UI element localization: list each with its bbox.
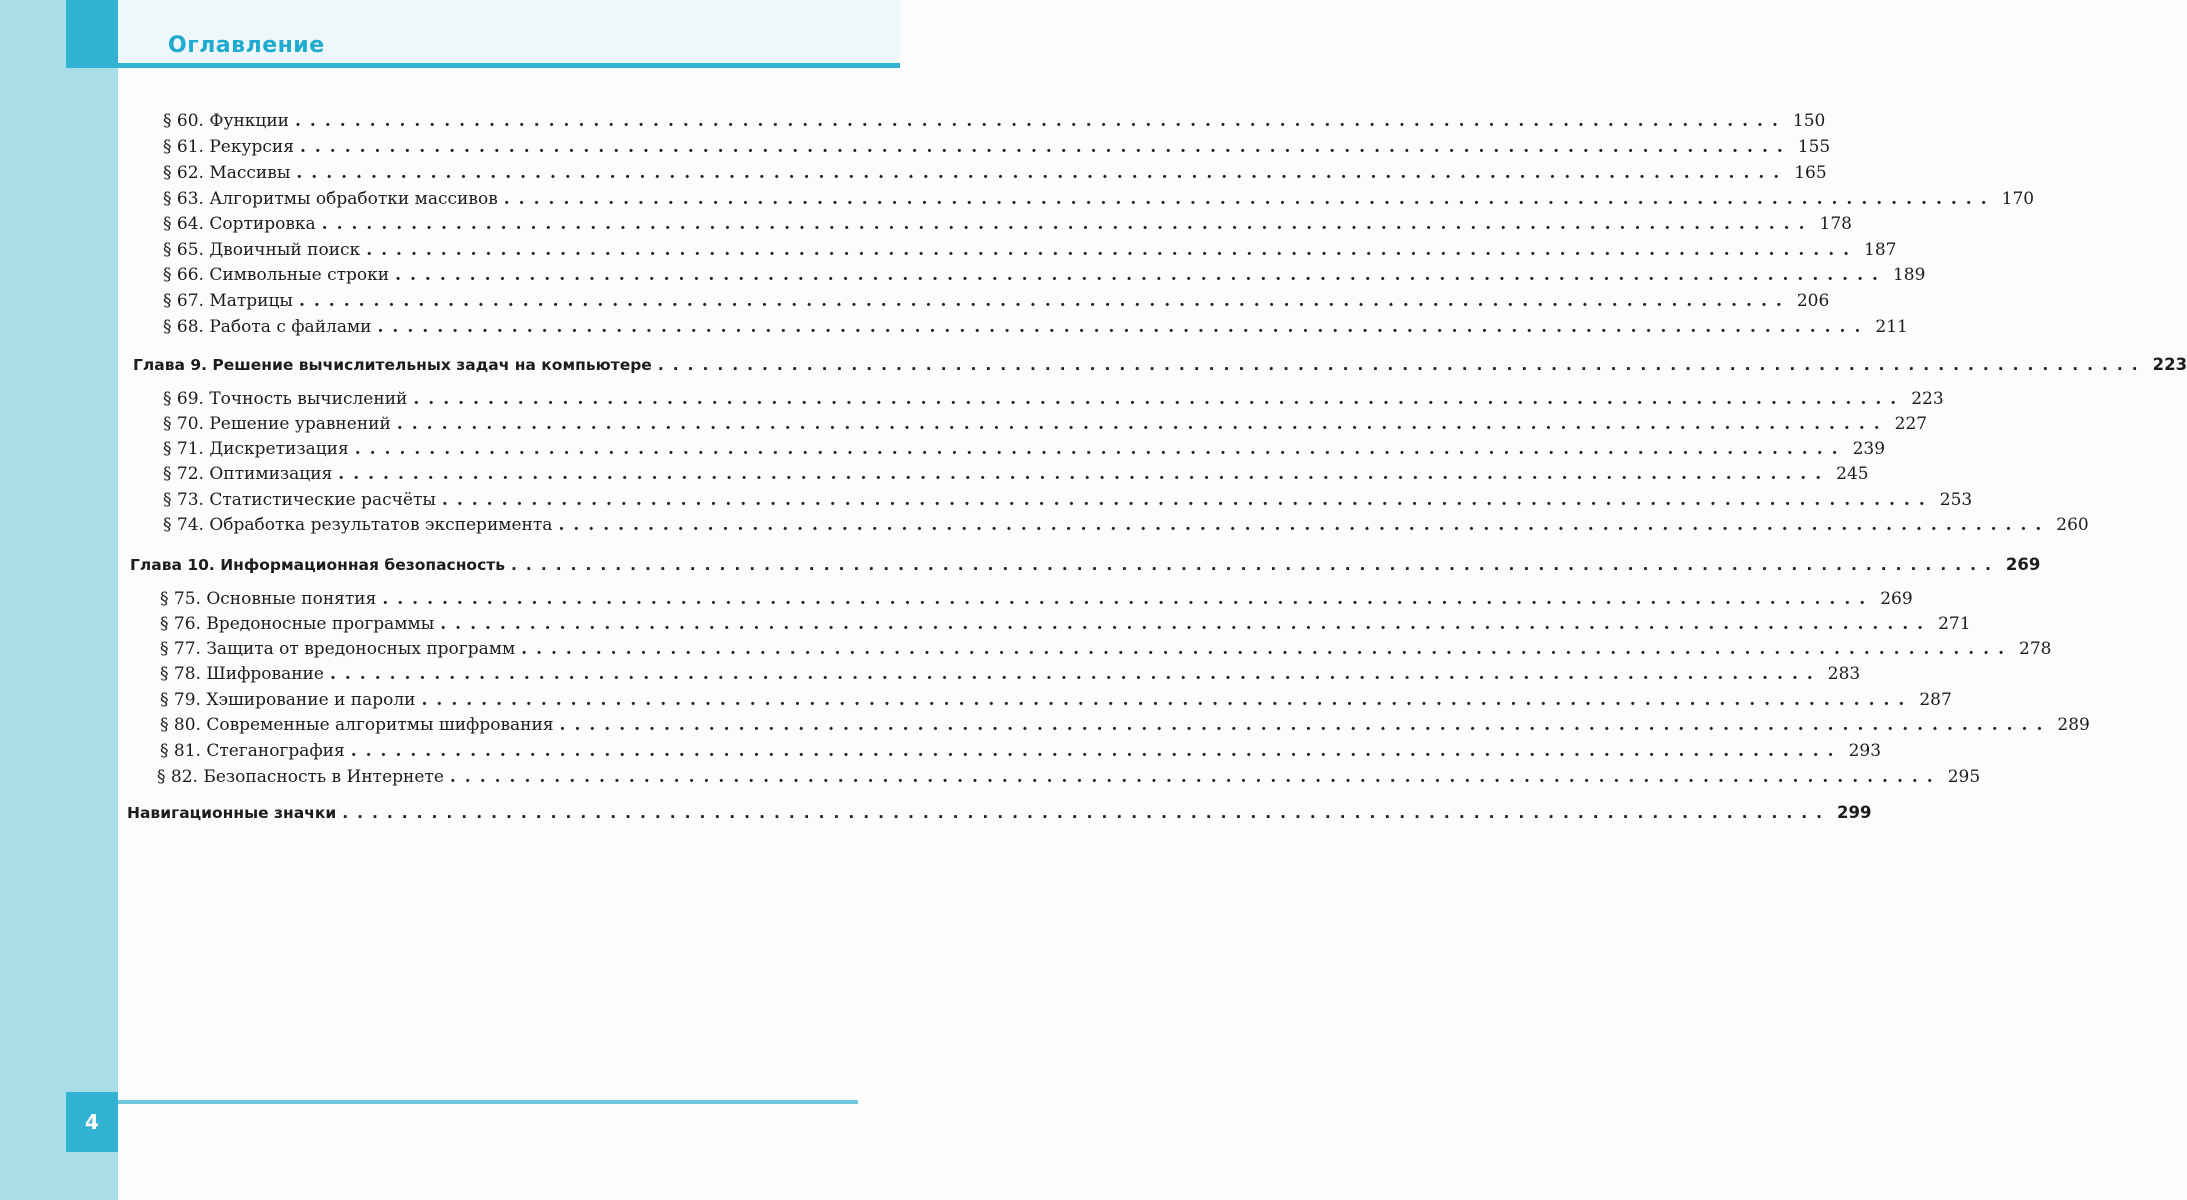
toc-entry-81[interactable] bbox=[160, 740, 1882, 762]
toc-entry-page: 260 bbox=[2056, 515, 2089, 535]
dot-leader: .................................................................................................... bbox=[657, 356, 2147, 374]
toc-entry-page: 278 bbox=[2019, 639, 2052, 659]
toc-entry-label: § 68. Работа с файлами bbox=[163, 317, 372, 337]
dot-leader: .................................................................................................... bbox=[298, 291, 1791, 311]
toc-entry-page: 178 bbox=[1819, 214, 1852, 234]
dot-leader: .................................................................................................... bbox=[295, 111, 1787, 131]
page-title: Оглавление bbox=[168, 33, 325, 58]
toc-entry-label: § 60. Функции bbox=[163, 111, 290, 131]
toc-entry-69[interactable] bbox=[163, 388, 1944, 410]
dot-leader: .................................................................................................... bbox=[382, 589, 1875, 609]
dot-leader: .................................................................................................... bbox=[296, 163, 1789, 183]
toc-chapter-label: Навигационные значки bbox=[127, 804, 337, 822]
toc-entry-label: § 82. Безопасность в Интернете bbox=[157, 767, 444, 787]
dot-leader: .................................................................................................... bbox=[440, 614, 1933, 634]
dot-leader: .................................................................................................... bbox=[413, 389, 1906, 409]
dot-leader: .................................................................................................... bbox=[321, 214, 1814, 234]
toc-entry-page: 170 bbox=[2001, 189, 2035, 209]
toc-entry-label: § 64. Сортировка bbox=[163, 214, 316, 234]
dot-leader: .................................................................................................... bbox=[342, 804, 1832, 822]
toc-entry-label: § 79. Хэширование и пароли bbox=[160, 690, 416, 710]
toc-entry-label: § 65. Двоичный поиск bbox=[163, 240, 361, 260]
toc-entry-page: 155 bbox=[1797, 137, 1831, 157]
toc-entry-page: 211 bbox=[1875, 317, 1908, 337]
toc-entry-63[interactable] bbox=[163, 188, 2035, 210]
toc-entry-label: § 72. Оптимизация bbox=[163, 464, 333, 484]
toc-entry-page: 227 bbox=[1894, 414, 1928, 434]
toc-entry-label: § 70. Решение уравнений bbox=[163, 414, 391, 434]
toc-entry-label: § 80. Современные алгоритмы шифрования bbox=[160, 715, 554, 735]
toc-entry-label: § 73. Статистические расчёты bbox=[163, 490, 436, 510]
toc-entry-page: 269 bbox=[1880, 589, 1913, 609]
dot-leader: .................................................................................................... bbox=[559, 715, 2052, 735]
footer-rule bbox=[118, 1100, 858, 1104]
toc-entry-page: 283 bbox=[1827, 664, 1861, 684]
toc-entry-page: 223 bbox=[1911, 389, 1944, 409]
toc-chapter-page: 223 bbox=[2152, 355, 2187, 374]
dot-leader: .................................................................................................... bbox=[338, 464, 1831, 484]
toc-entry-76[interactable] bbox=[160, 613, 1971, 635]
toc-entry-75[interactable] bbox=[160, 588, 1913, 610]
toc-navigation-icons[interactable] bbox=[127, 802, 1872, 824]
dot-leader: .................................................................................................... bbox=[299, 137, 1792, 157]
dot-leader: .................................................................................................... bbox=[421, 690, 1914, 710]
toc-entry-label: § 62. Массивы bbox=[163, 163, 291, 183]
toc-entry-66[interactable] bbox=[163, 264, 1926, 286]
toc-entry-64[interactable] bbox=[163, 213, 1852, 235]
toc-entry-page: 287 bbox=[1919, 690, 1952, 710]
dot-leader: .................................................................................................... bbox=[521, 639, 2014, 659]
dot-leader: .................................................................................................... bbox=[396, 414, 1889, 434]
toc-entry-73[interactable] bbox=[163, 489, 1973, 511]
toc-entry-78[interactable] bbox=[160, 663, 1861, 685]
toc-entry-page: 289 bbox=[2057, 715, 2090, 735]
toc-entry-label: § 66. Символьные строки bbox=[163, 265, 390, 285]
toc-entry-label: § 63. Алгоритмы обработки массивов bbox=[163, 189, 498, 209]
dot-leader: .................................................................................................... bbox=[350, 741, 1843, 761]
toc-entry-65[interactable] bbox=[163, 239, 1897, 261]
toc-entry-71[interactable] bbox=[163, 438, 1886, 460]
toc-entry-82[interactable] bbox=[157, 766, 1981, 788]
toc-entry-page: 187 bbox=[1864, 240, 1897, 260]
page-number: 4 bbox=[85, 1110, 99, 1134]
toc-entry-page: 150 bbox=[1792, 111, 1826, 131]
toc-entry-page: 239 bbox=[1852, 439, 1886, 459]
dot-leader: .................................................................................................... bbox=[558, 515, 2051, 535]
toc-chapter-label: Глава 9. Решение вычислительных задач на компьютере bbox=[133, 356, 652, 374]
dot-leader: .................................................................................................... bbox=[329, 664, 1822, 684]
toc-entry-label: § 76. Вредоносные программы bbox=[160, 614, 435, 634]
toc-entry-label: § 74. Обработка результатов эксперимента bbox=[163, 515, 553, 535]
toc-entry-68[interactable] bbox=[163, 316, 1908, 338]
toc-entry-page: 165 bbox=[1794, 163, 1827, 183]
toc-chapter-page: 299 bbox=[1837, 803, 1872, 822]
toc-entry-page: 189 bbox=[1892, 265, 1926, 285]
toc-entry-page: 206 bbox=[1796, 291, 1830, 311]
toc-entry-page: 295 bbox=[1947, 767, 1981, 787]
toc-entry-page: 271 bbox=[1938, 614, 1971, 634]
toc-entry-label: § 69. Точность вычислений bbox=[163, 389, 408, 409]
toc-entry-label: § 77. Защита от вредоносных программ bbox=[160, 639, 516, 659]
toc-entry-label: § 71. Дискретизация bbox=[163, 439, 349, 459]
dot-leader: .................................................................................................... bbox=[354, 439, 1847, 459]
toc-entry-label: § 75. Основные понятия bbox=[160, 589, 377, 609]
toc-entry-label: § 67. Матрицы bbox=[163, 291, 293, 311]
dot-leader: .................................................................................................... bbox=[377, 317, 1870, 337]
toc-entry-67[interactable] bbox=[163, 290, 1830, 312]
toc-entry-61[interactable] bbox=[163, 136, 1831, 158]
toc-entry-80[interactable] bbox=[160, 714, 2090, 736]
toc-entry-page: 245 bbox=[1836, 464, 1869, 484]
toc-entry-60[interactable] bbox=[163, 110, 1826, 132]
toc-entry-70[interactable] bbox=[163, 413, 1928, 435]
toc-entry-74[interactable] bbox=[163, 514, 2089, 536]
dot-leader: .................................................................................................... bbox=[366, 240, 1859, 260]
toc-chapter-page: 269 bbox=[2005, 555, 2041, 574]
toc-entry-79[interactable] bbox=[160, 689, 1952, 711]
toc-chapter-9[interactable] bbox=[133, 354, 2187, 376]
toc-chapter-label: Глава 10. Информационная безопасность bbox=[130, 556, 506, 574]
toc-entry-72[interactable] bbox=[163, 463, 1869, 485]
page-number-box bbox=[66, 1092, 118, 1152]
dot-leader: .................................................................................................... bbox=[503, 189, 1996, 209]
toc-entry-label: § 81. Стеганография bbox=[160, 741, 345, 761]
dot-leader: .................................................................................................... bbox=[511, 556, 2000, 574]
dot-leader: .................................................................................................... bbox=[449, 767, 1942, 787]
dot-leader: .................................................................................................... bbox=[395, 265, 1887, 285]
toc-entry-77[interactable] bbox=[160, 638, 2052, 660]
toc-entry-label: § 78. Шифрование bbox=[160, 664, 324, 684]
toc-entry-page: 293 bbox=[1848, 741, 1882, 761]
dot-leader: .................................................................................................... bbox=[441, 490, 1934, 510]
toc-chapter-10[interactable] bbox=[130, 554, 2041, 576]
toc-entry-page: 253 bbox=[1939, 490, 1973, 510]
toc-entry-62[interactable] bbox=[163, 162, 1827, 184]
toc-entry-label: § 61. Рекурсия bbox=[163, 137, 294, 157]
